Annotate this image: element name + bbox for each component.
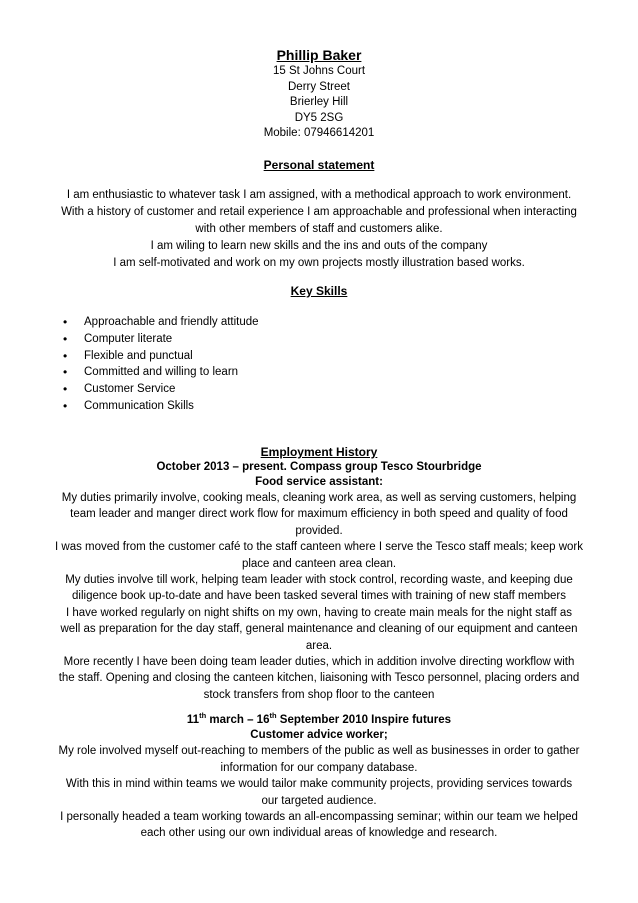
- bullet-icon: •: [63, 382, 68, 397]
- address-line-3: Brierley Hill: [289, 96, 349, 108]
- key-skills-heading: Key Skills: [290, 284, 348, 298]
- skill-item: [0, 331, 638, 348]
- address-line-1: 15 St Johns Court: [272, 65, 366, 77]
- bullet-icon: •: [63, 315, 68, 329]
- address-line-2: Derry Street: [288, 80, 350, 93]
- job-description-line: provided.: [295, 524, 343, 537]
- key-skills-list: [0, 314, 638, 415]
- job-entry-inspire-futures: [18, 713, 620, 841]
- skill-label: Computer literate: [84, 332, 173, 345]
- bullet-icon: •: [63, 365, 68, 380]
- skill-label: Customer Service: [84, 383, 176, 396]
- job-title-line: [18, 713, 620, 728]
- candidate-name: Phillip Baker: [276, 47, 362, 63]
- skill-item: [0, 398, 638, 415]
- employment-history-heading: Employment History: [260, 445, 378, 459]
- job-description-line: My duties involve till work, helping team leader with stock control, recording waste, and keeping due: [65, 574, 573, 587]
- cv-header: [0, 46, 638, 142]
- job-description-line: diligence book up-to-date and have been tasked several times with training of new staff members: [72, 590, 566, 603]
- job-description-line: place and canteen area clean.: [241, 557, 397, 570]
- job-description-line: team leader and manger direct work flow for maximum efficiency in both speed and quality of food: [70, 508, 568, 521]
- postcode: DY5 2SG: [294, 111, 344, 124]
- job-description-line: area.: [305, 639, 333, 652]
- job-description-line: stock transfers from shop floor to the canteen: [203, 688, 435, 701]
- mobile-number: Mobile: 07946614201: [263, 127, 375, 139]
- statement-line: I am wiling to learn new skills and the ins and outs of the company: [150, 240, 488, 252]
- skill-item: [0, 314, 638, 331]
- bullet-icon: •: [63, 398, 68, 413]
- skill-item: [0, 364, 638, 381]
- statement-line: I am enthusiastic to whatever task I am assigned, with a methodical approach to work environment.: [66, 189, 572, 201]
- job-description-line: I was moved from the customer café to the staff canteen where I serve the Tesco staff meals; keep work: [55, 541, 583, 554]
- statement-line: I am self-motivated and work on my own projects mostly illustration based works.: [113, 257, 525, 269]
- statement-line: With a history of customer and retail experience I am approachable and professional when interacting: [61, 206, 577, 218]
- date-end-rest: September 2010 Inspire futures: [276, 714, 452, 727]
- job-description-line: I personally headed a team working towards an all-encompassing seminar; within our team we helped: [60, 810, 578, 823]
- personal-statement-section: [20, 157, 618, 272]
- date-start-suffix: th: [199, 711, 207, 721]
- key-skills-section: [0, 283, 638, 415]
- job-description-line: each other using our own individual areas of knowledge and research.: [140, 827, 498, 840]
- job-description-line: With this in mind within teams we would tailor make community projects, providing services towards: [65, 778, 573, 791]
- employment-history-section: [18, 444, 620, 842]
- job-description-line: My duties primarily involve, cooking meals, cleaning work area, as well as serving customers, helping: [61, 492, 577, 504]
- personal-statement-body: [20, 187, 618, 272]
- date-start-day: 11: [186, 714, 200, 727]
- bullet-icon: •: [63, 331, 68, 346]
- job-description-line: information for our company database.: [220, 761, 418, 774]
- skill-label: Flexible and punctual: [84, 349, 193, 362]
- date-start-rest: march – 16: [206, 714, 270, 727]
- skill-label: Communication Skills: [84, 399, 194, 412]
- skill-item: [0, 348, 638, 365]
- skill-label: Committed and willing to learn: [84, 366, 239, 379]
- job-description-line: our targeted audience.: [261, 794, 377, 807]
- personal-statement-heading: Personal statement: [263, 158, 375, 172]
- job-role: Customer advice worker;: [250, 729, 388, 742]
- statement-line: with other members of staff and customers alike.: [195, 223, 443, 235]
- job-role: Food service assistant:: [255, 476, 383, 488]
- date-end-suffix: th: [269, 711, 277, 721]
- job-description-line: More recently I have been doing team leader duties, which in addition involve directing workflow with: [63, 656, 575, 669]
- job-description-line: I have worked regularly on night shifts on my own, having to create main meals for the night staff as: [65, 606, 573, 619]
- bullet-icon: •: [63, 348, 68, 363]
- job-description-line: the staff. Opening and closing the canteen kitchen, liaisoning with Tesco personnel, placing orders and: [58, 672, 580, 685]
- job-entry-compass: [18, 460, 620, 703]
- job-description-line: My role involved myself out-reaching to members of the public as well as businesses in order to gather: [58, 745, 580, 758]
- skill-item: [0, 381, 638, 398]
- job-description-line: well as preparation for the day staff, general maintenance and cleaning of our equipment and canteen: [60, 623, 578, 636]
- job-title-line: October 2013 – present. Compass group Tesco Stourbridge: [156, 461, 482, 473]
- skill-label: Approachable and friendly attitude: [84, 316, 259, 328]
